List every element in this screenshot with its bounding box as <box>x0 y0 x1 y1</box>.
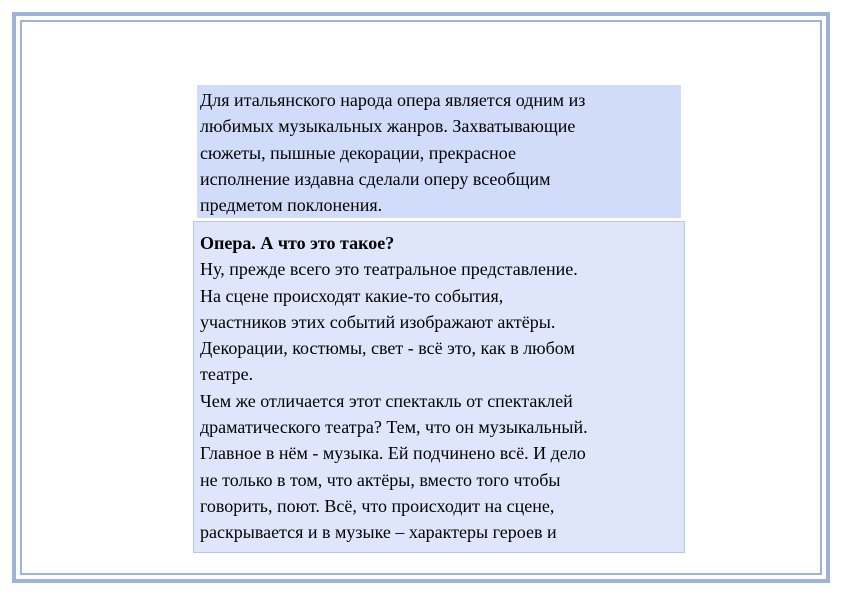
description-line: раскрывается и в музыке – характеры героев и <box>200 522 557 543</box>
description-line: не только в том, что актёры, вместо того чтобы <box>200 469 561 490</box>
description-line: говорить, поют. Всё, что происходит на сцене, <box>200 495 555 516</box>
description-line: Чем же отличается этот спектакль от спектаклей <box>200 390 573 411</box>
opera-heading: Опера. А что это такое? <box>200 233 395 253</box>
description-line: Главное в нём - музыка. Ей подчинено всё. И дело <box>200 443 586 464</box>
intro-line: любимых музыкальных жанров. Захватывающие <box>200 116 576 137</box>
description-line: театре. <box>200 364 254 385</box>
intro-text-box <box>197 85 681 218</box>
description-line: участников этих событий изображают актёры. <box>200 311 556 332</box>
description-line: Декорации, костюмы, свет - всё это, как в любом <box>200 338 575 359</box>
description-line: На сцене происходят какие-то события, <box>200 285 504 306</box>
intro-line: предметом поклонения. <box>200 195 383 216</box>
intro-line: сюжеты, пышные декорации, прекрасное <box>200 142 516 163</box>
description-line: драматического театра? Тем, что он музыкальный. <box>200 417 588 438</box>
intro-line: исполнение издавна сделали оперу всеобщим <box>200 168 551 189</box>
opera-description-box <box>193 221 685 553</box>
intro-line: Для итальянского народа опера является одним из <box>200 90 586 110</box>
description-line: Ну, прежде всего это театральное представление. <box>200 259 578 280</box>
